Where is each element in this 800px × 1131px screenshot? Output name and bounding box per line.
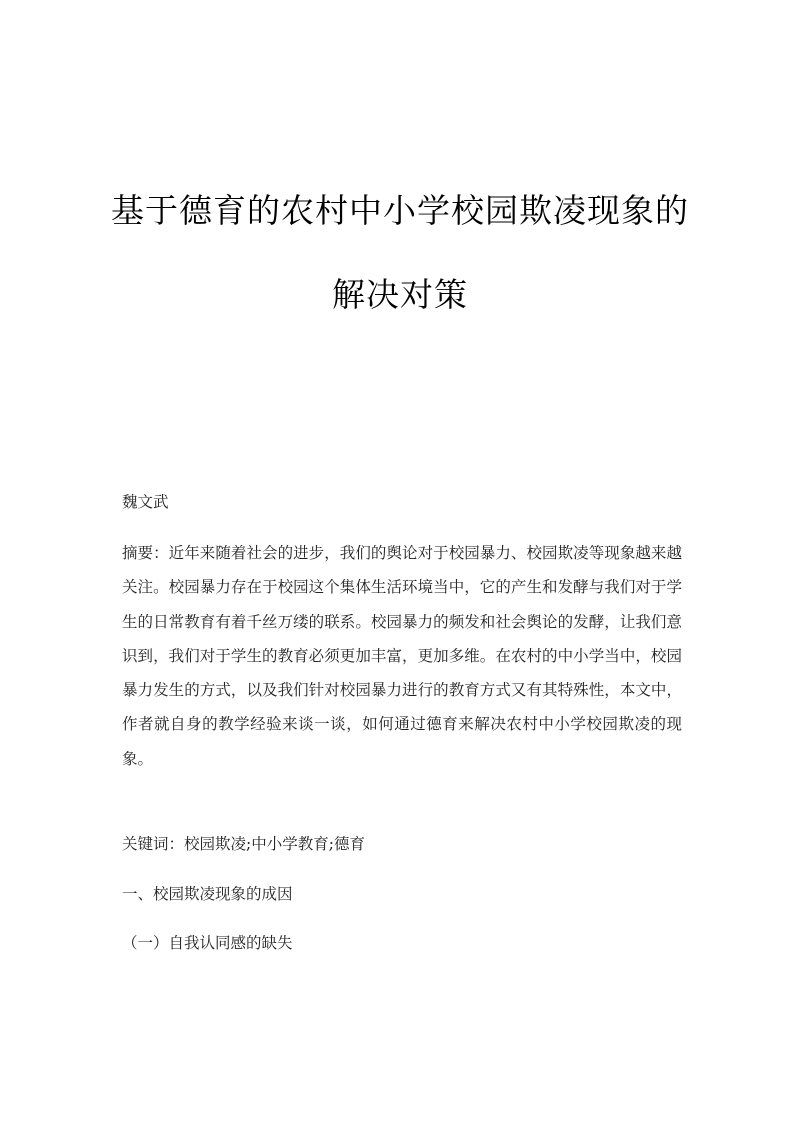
subsection-heading: （一）自我认同感的缺失 bbox=[122, 934, 293, 952]
paper-title-line-1: 基于德育的农村中小学校园欺凌现象的 bbox=[111, 191, 689, 230]
abstract-paragraph: 摘要：近年来随着社会的进步，我们的舆论对于校园暴力、校园欺凌等现象越来越关注。校园暴力存在于校园这个集体生活环境当中，它的产生和发酵与我们对于学生的日常教育有着千丝万缕的联系。校园暴力的频发和社会舆论的发酵，让我们意识到，我们对于学生的教育必须更加丰富，更加多维。在农村的中小学当中，校园暴力发生的方式，以及我们针对校园暴力进行的教育方式又有其特殊性，本文中，作者就自身的教学经验来谈一谈，如何通过德育来解决农村中小学校园欺凌的现象。 bbox=[122, 544, 682, 768]
section-heading: 一、校园欺凌现象的成因 bbox=[122, 885, 293, 903]
author-name: 魏文武 bbox=[122, 493, 169, 511]
keywords-line: 关键词：校园欺凌;中小学教育;德育 bbox=[122, 835, 365, 853]
paper-title-line-2: 解决对策 bbox=[332, 275, 468, 314]
